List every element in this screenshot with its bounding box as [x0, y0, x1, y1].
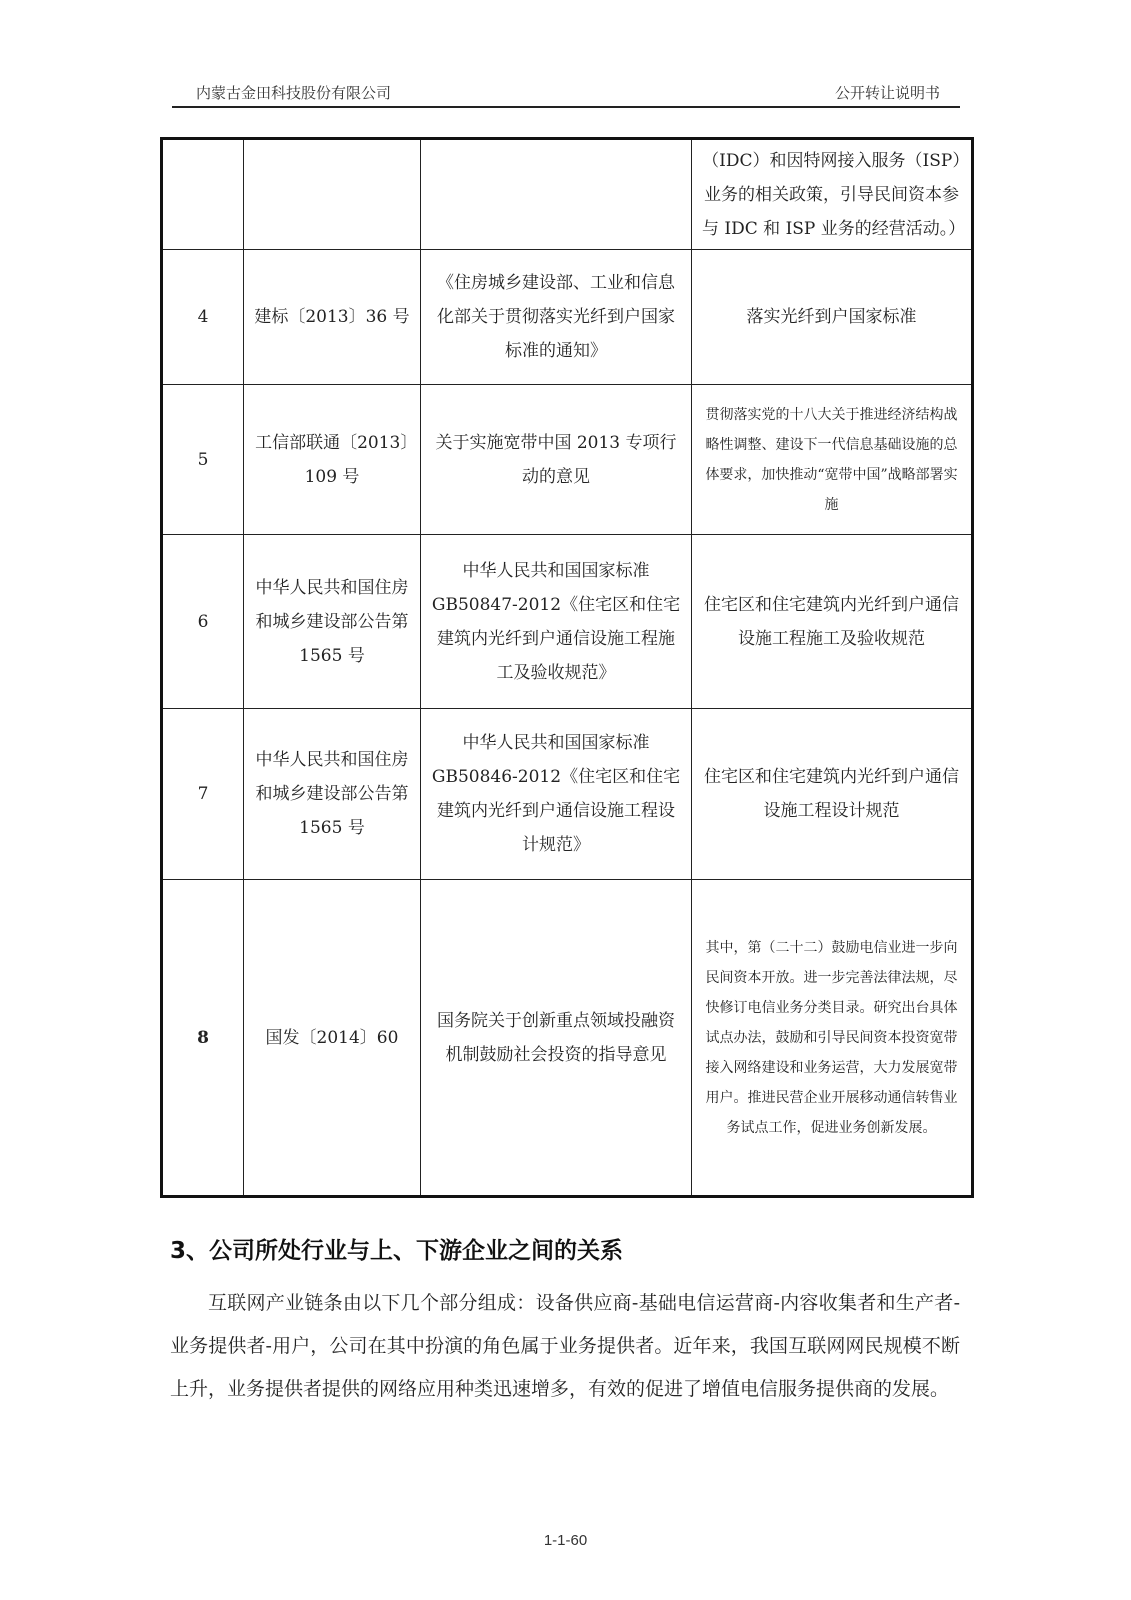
table-row	[162, 139, 973, 250]
document-content: （IDC）和因特网接入服务（ISP）业务的相关政策，引导民间资本参与 IDC 和 ISP 业务的经营活动。）	[692, 139, 973, 250]
document-content: 贯彻落实党的十八大关于推进经济结构战略性调整、建设下一代信息基础设施的总体要求，加快推动“宽带中国”战略部署实施	[692, 385, 973, 535]
document-content: 住宅区和住宅建筑内光纤到户通信设施工程设计规范	[692, 709, 973, 880]
document-content: 落实光纤到户国家标准	[692, 250, 973, 385]
page-header	[172, 82, 960, 108]
document-number: 建标〔2013〕36 号	[244, 250, 421, 385]
table-row	[162, 709, 973, 880]
document-title: 《住房城乡建设部、工业和信息化部关于贯彻落实光纤到户国家标准的通知》	[421, 250, 692, 385]
document-number: 工信部联通〔2013〕109 号	[244, 385, 421, 535]
document-title: 中华人民共和国国家标准 GB50846-2012《住宅区和住宅建筑内光纤到户通信设施工程设计规范》	[421, 709, 692, 880]
row-number: 6	[162, 535, 244, 709]
document-content: 住宅区和住宅建筑内光纤到户通信设施工程施工及验收规范	[692, 535, 973, 709]
table-row	[162, 250, 973, 385]
document-number: 中华人民共和国住房和城乡建设部公告第 1565 号	[244, 535, 421, 709]
document-title	[421, 139, 692, 250]
document-title: 国务院关于创新重点领域投融资机制鼓励社会投资的指导意见	[421, 880, 692, 1197]
header-divider	[172, 106, 960, 108]
row-number: 5	[162, 385, 244, 535]
document-content: 其中，第（二十二）鼓励电信业进一步向民间资本开放。进一步完善法律法规，尽快修订电信业务分类目录。研究出台具体试点办法，鼓励和引导民间资本投资宽带接入网络建设和业务运营，大力发展宽带用户。推进民营企业开展移动通信转售业务试点工作，促进业务创新发展。	[692, 880, 973, 1197]
header-document-type: 公开转让说明书	[834, 84, 940, 102]
table-row	[162, 535, 973, 709]
document-title: 中华人民共和国国家标准 GB50847-2012《住宅区和住宅建筑内光纤到户通信设施工程施工及验收规范》	[421, 535, 692, 709]
section-heading: 3、公司所处行业与上、下游企业之间的关系	[170, 1238, 624, 1264]
row-number: 4	[162, 250, 244, 385]
document-number	[244, 139, 421, 250]
header-company-name: 内蒙古金田科技股份有限公司	[196, 84, 392, 102]
body-paragraph: 互联网产业链条由以下几个部分组成：设备供应商-基础电信运营商-内容收集者和生产者-业务提供者-用户，公司在其中扮演的角色属于业务提供者。近年来，我国互联网网民规模不断上升，业务提供者提供的网络应用种类迅速增多，有效的促进了增值电信服务提供商的发展。	[170, 1292, 960, 1400]
row-number	[162, 139, 244, 250]
document-number: 中华人民共和国住房和城乡建设部公告第 1565 号	[244, 709, 421, 880]
table-row	[162, 880, 973, 1197]
document-title: 关于实施宽带中国 2013 专项行动的意见	[421, 385, 692, 535]
row-number: 8	[162, 880, 244, 1197]
page-number: 1-1-60	[543, 1532, 588, 1549]
regulations-table	[160, 137, 974, 1198]
document-number: 国发〔2014〕60	[244, 880, 421, 1197]
table-row	[162, 385, 973, 535]
row-number: 7	[162, 709, 244, 880]
